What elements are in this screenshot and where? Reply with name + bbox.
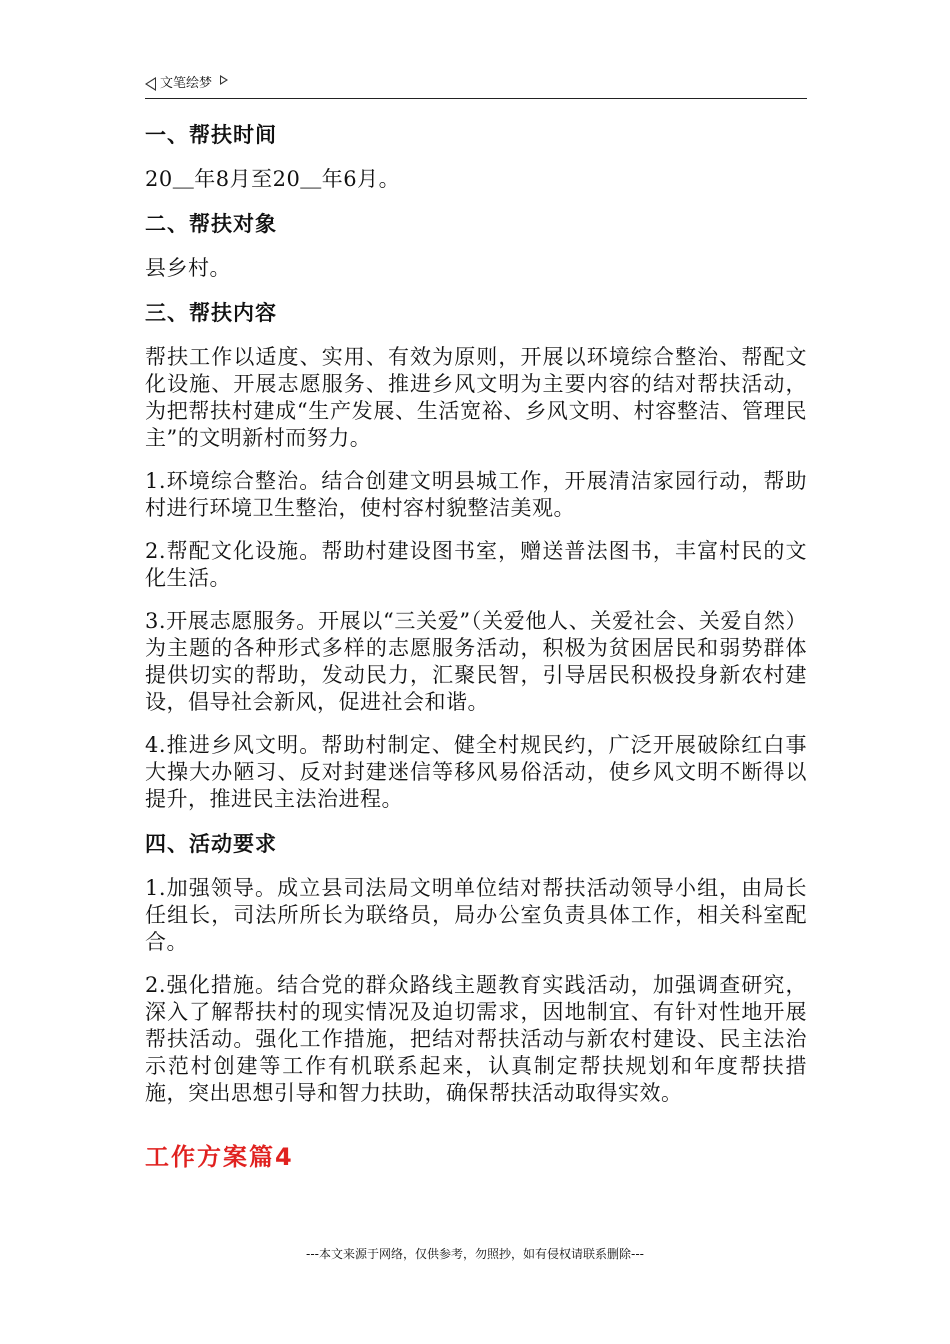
document-body bbox=[145, 120, 807, 1173]
section-4-title: 四、活动要求 bbox=[145, 832, 277, 856]
section-2-text: 县乡村。 bbox=[145, 256, 231, 280]
section-3-item-2: 2.帮配文化设施。帮助村建设图书室，赠送普法图书，丰富村民的文化生活。 bbox=[145, 539, 807, 590]
page-footer: ---本文来源于网络，仅供参考，勿照抄，如有侵权请联系删除--- bbox=[306, 1247, 644, 1261]
header-brand: 文笔绘梦 bbox=[160, 76, 213, 91]
section-4-item-2: 2.强化措施。结合党的群众路线主题教育实践活动，加强调查研究，深入了解帮扶村的现实情况及迫切需求，因地制宜、有针对性地开展帮扶活动。强化工作措施，把结对帮扶活动与新农村建设、民主法治示范村创建等工作有机联系起来，认真制定帮扶规划和年度帮扶措施，突出思想引导和智力扶助，确保帮扶活动取得实效。 bbox=[145, 973, 807, 1105]
section-3-title: 三、帮扶内容 bbox=[145, 301, 277, 325]
triangle-left-icon bbox=[145, 77, 156, 91]
section-1-text: 20＿年8月至20＿年6月。 bbox=[145, 167, 401, 191]
section-3-item-1: 1.环境综合整治。结合创建文明县城工作，开展清洁家园行动，帮助村进行环境卫生整治，使村容村貌整洁美观。 bbox=[145, 469, 807, 520]
section-2-title: 二、帮扶对象 bbox=[145, 212, 277, 236]
section-3-intro: 帮扶工作以适度、实用、有效为原则，开展以环境综合整治、帮配文化设施、开展志愿服务、推进乡风文明为主要内容的结对帮扶活动，为把帮扶村建成“生产发展、生活宽裕、乡风文明、村容整洁、管理民主”的文明新村而努力。 bbox=[145, 345, 807, 450]
section-1-title: 一、帮扶时间 bbox=[145, 123, 277, 147]
section-3-item-3: 3.开展志愿服务。开展以“三关爱”（关爱他人、关爱社会、关爱自然）为主题的各种形式多样的志愿服务活动，积极为贫困居民和弱势群体提供切实的帮助，发动民力，汇聚民智，引导居民积极投身新农村建设，倡导社会新风，促进社会和谐。 bbox=[145, 609, 807, 714]
section-4-item-1: 1.加强领导。成立县司法局文明单位结对帮扶活动领导小组，由局长任组长，司法所所长为联络员，局办公室负责具体工作，相关科室配合。 bbox=[145, 876, 807, 954]
page-header bbox=[145, 74, 807, 99]
triangle-right-icon bbox=[220, 75, 228, 85]
next-section-title: 工作方案篇4 bbox=[145, 1143, 294, 1171]
section-3-item-4: 4.推进乡风文明。帮助村制定、健全村规民约，广泛开展破除红白事大操大办陋习、反对封建迷信等移风易俗活动，使乡风文明不断得以提升，推进民主法治进程。 bbox=[145, 733, 807, 811]
